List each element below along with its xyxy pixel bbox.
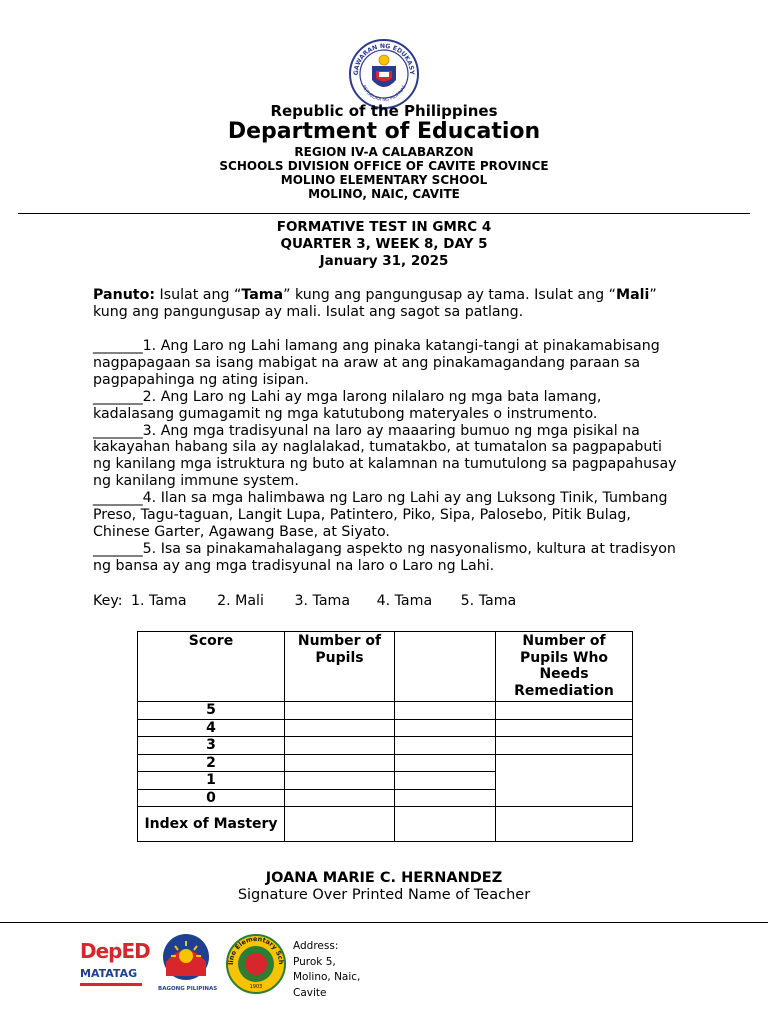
location-line: MOLINO, NAIC, CAVITE [308,187,460,201]
score-cell: 5 [138,702,285,720]
department-title: Department of Education [227,119,541,144]
table-cell[interactable] [285,789,395,807]
republic-line: Republic of the Philippines [270,102,498,120]
teacher-name: JOANA MARIE C. HERNANDEZ [265,870,503,886]
deped-seal [348,38,420,110]
matatag-wordmark: MATATAG [80,967,138,980]
school-seal [226,934,286,994]
score-cell: 0 [138,789,285,807]
key-answer: 2. Mali [217,593,264,609]
answer-blank[interactable]: _______ [93,388,143,405]
table-cell[interactable] [496,719,633,737]
footer-divider [0,922,768,923]
table-cell[interactable] [395,807,496,842]
seal-bottom-text: REPUBLIKA NG PILIPINAS [360,84,408,104]
score-cell: 3 [138,737,285,755]
answer-key [93,593,693,610]
table-cell[interactable] [395,772,496,790]
table-cell[interactable] [395,754,496,772]
table-cell[interactable] [285,702,395,720]
table-cell[interactable] [395,702,496,720]
region-line: REGION IV-A CALABARZON [294,145,474,159]
key-label: Key: [93,593,123,609]
bagong-pilipinas-logo [158,932,218,994]
deped-wordmark: DepED [80,939,150,963]
table-cell[interactable] [496,737,633,755]
bagong-pilipinas-label: BAGONG PILIPINAS [158,986,218,992]
question-item: _______4. Ilan sa mga halimbawa ng Laro ng Lahi ay ang Luksong Tinik, Tumbang Preso, Tagu-taguan, Langit Lupa, Patintero, Piko, Sipa, Palosebo, Pitik Bulag, Chinese Garter, Agawang Base, at Siyato. [93,490,668,540]
header-score: Score [138,632,285,702]
school-line: MOLINO ELEMENTARY SCHOOL [280,173,488,187]
school-seal-text: lino Elementary Sch [226,934,286,965]
table-cell[interactable] [285,807,395,842]
question-item: _______3. Ang mga tradisyunal na laro ay maaaring bumuo ng mga pisikal na kakayahan habang sila ay naglalakad, tumatakbo, at tumatalon sa pagpapabuti ng kanilang mga istruktura ng buto at kalamnan na tumutulong sa pagpapahusay ng kanilang immune system. [93,422,677,490]
question-list [93,338,678,575]
table-cell[interactable] [395,737,496,755]
deped-matatag-logo [80,940,150,1000]
table-cell[interactable] [395,789,496,807]
header-divider [18,213,750,214]
test-week: QUARTER 3, WEEK 8, DAY 5 [280,236,488,252]
table-cell[interactable] [395,719,496,737]
key-answer: 3. Tama [294,593,351,609]
signature-caption: Signature Over Printed Name of Teacher [237,887,531,903]
answer-blank[interactable]: _______ [93,540,143,557]
table-cell[interactable] [285,737,395,755]
question-item: _______5. Isa sa pinakamahalagang aspekto ng nasyonalismo, kultura at tradisyon ng bansa ay ang mga tradisyunal na laro o Laro ng Lahi. [93,540,676,574]
score-cell: 4 [138,719,285,737]
division-line: SCHOOLS DIVISION OFFICE OF CAVITE PROVINCE [219,159,549,173]
table-cell[interactable] [285,719,395,737]
instructions: Panuto: Isulat ang “Tama” kung ang pangungusap ay tama. Isulat ang “Mali” kung ang pangungusap ay mali. Isulat ang sagot sa patlang. [93,287,657,320]
key-answer: 1. Tama [130,593,187,609]
question-item: _______1. Ang Laro ng Lahi lamang ang pinaka katangi-tangi at pinakamabisang nagpapagaan sa isang mabigat na araw at ang pinakamagandang paraan sa pagpapahinga ng ating isipan. [93,338,660,388]
answer-blank[interactable]: _______ [93,422,143,439]
header-blank [395,632,496,702]
test-title: FORMATIVE TEST IN GMRC 4 [276,219,492,235]
header-remediation: Number of Pupils Who Needs Remediation [496,632,633,702]
key-answer: 4. Tama [376,593,433,609]
results-table [137,631,633,842]
header-number-of-pupils: Number of Pupils [285,632,395,702]
table-cell[interactable] [496,754,633,807]
test-date: January 31, 2025 [319,253,449,269]
seal-top-text: GAWARAN NG EDUKASY [352,42,416,76]
score-cell: 2 [138,754,285,772]
score-cell: 1 [138,772,285,790]
school-address: Address: Purok 5, Molino, Naic, Cavite [293,940,361,999]
answer-blank[interactable]: _______ [93,338,143,354]
school-seal-year: 1903 [249,984,263,990]
answer-blank[interactable]: _______ [93,490,143,507]
table-cell[interactable] [285,772,395,790]
table-cell[interactable] [496,702,633,720]
instructions-label: Panuto: [93,287,155,303]
table-cell[interactable] [285,754,395,772]
mastery-label: Index of Mastery [138,807,285,842]
question-item: _______2. Ang Laro ng Lahi ay mga larong nilalaro ng mga bata lamang, kadalasang gumagamit ng mga katutubong materyales o instrumento. [93,388,602,422]
key-answer: 5. Tama [460,593,517,609]
table-cell[interactable] [496,807,633,842]
